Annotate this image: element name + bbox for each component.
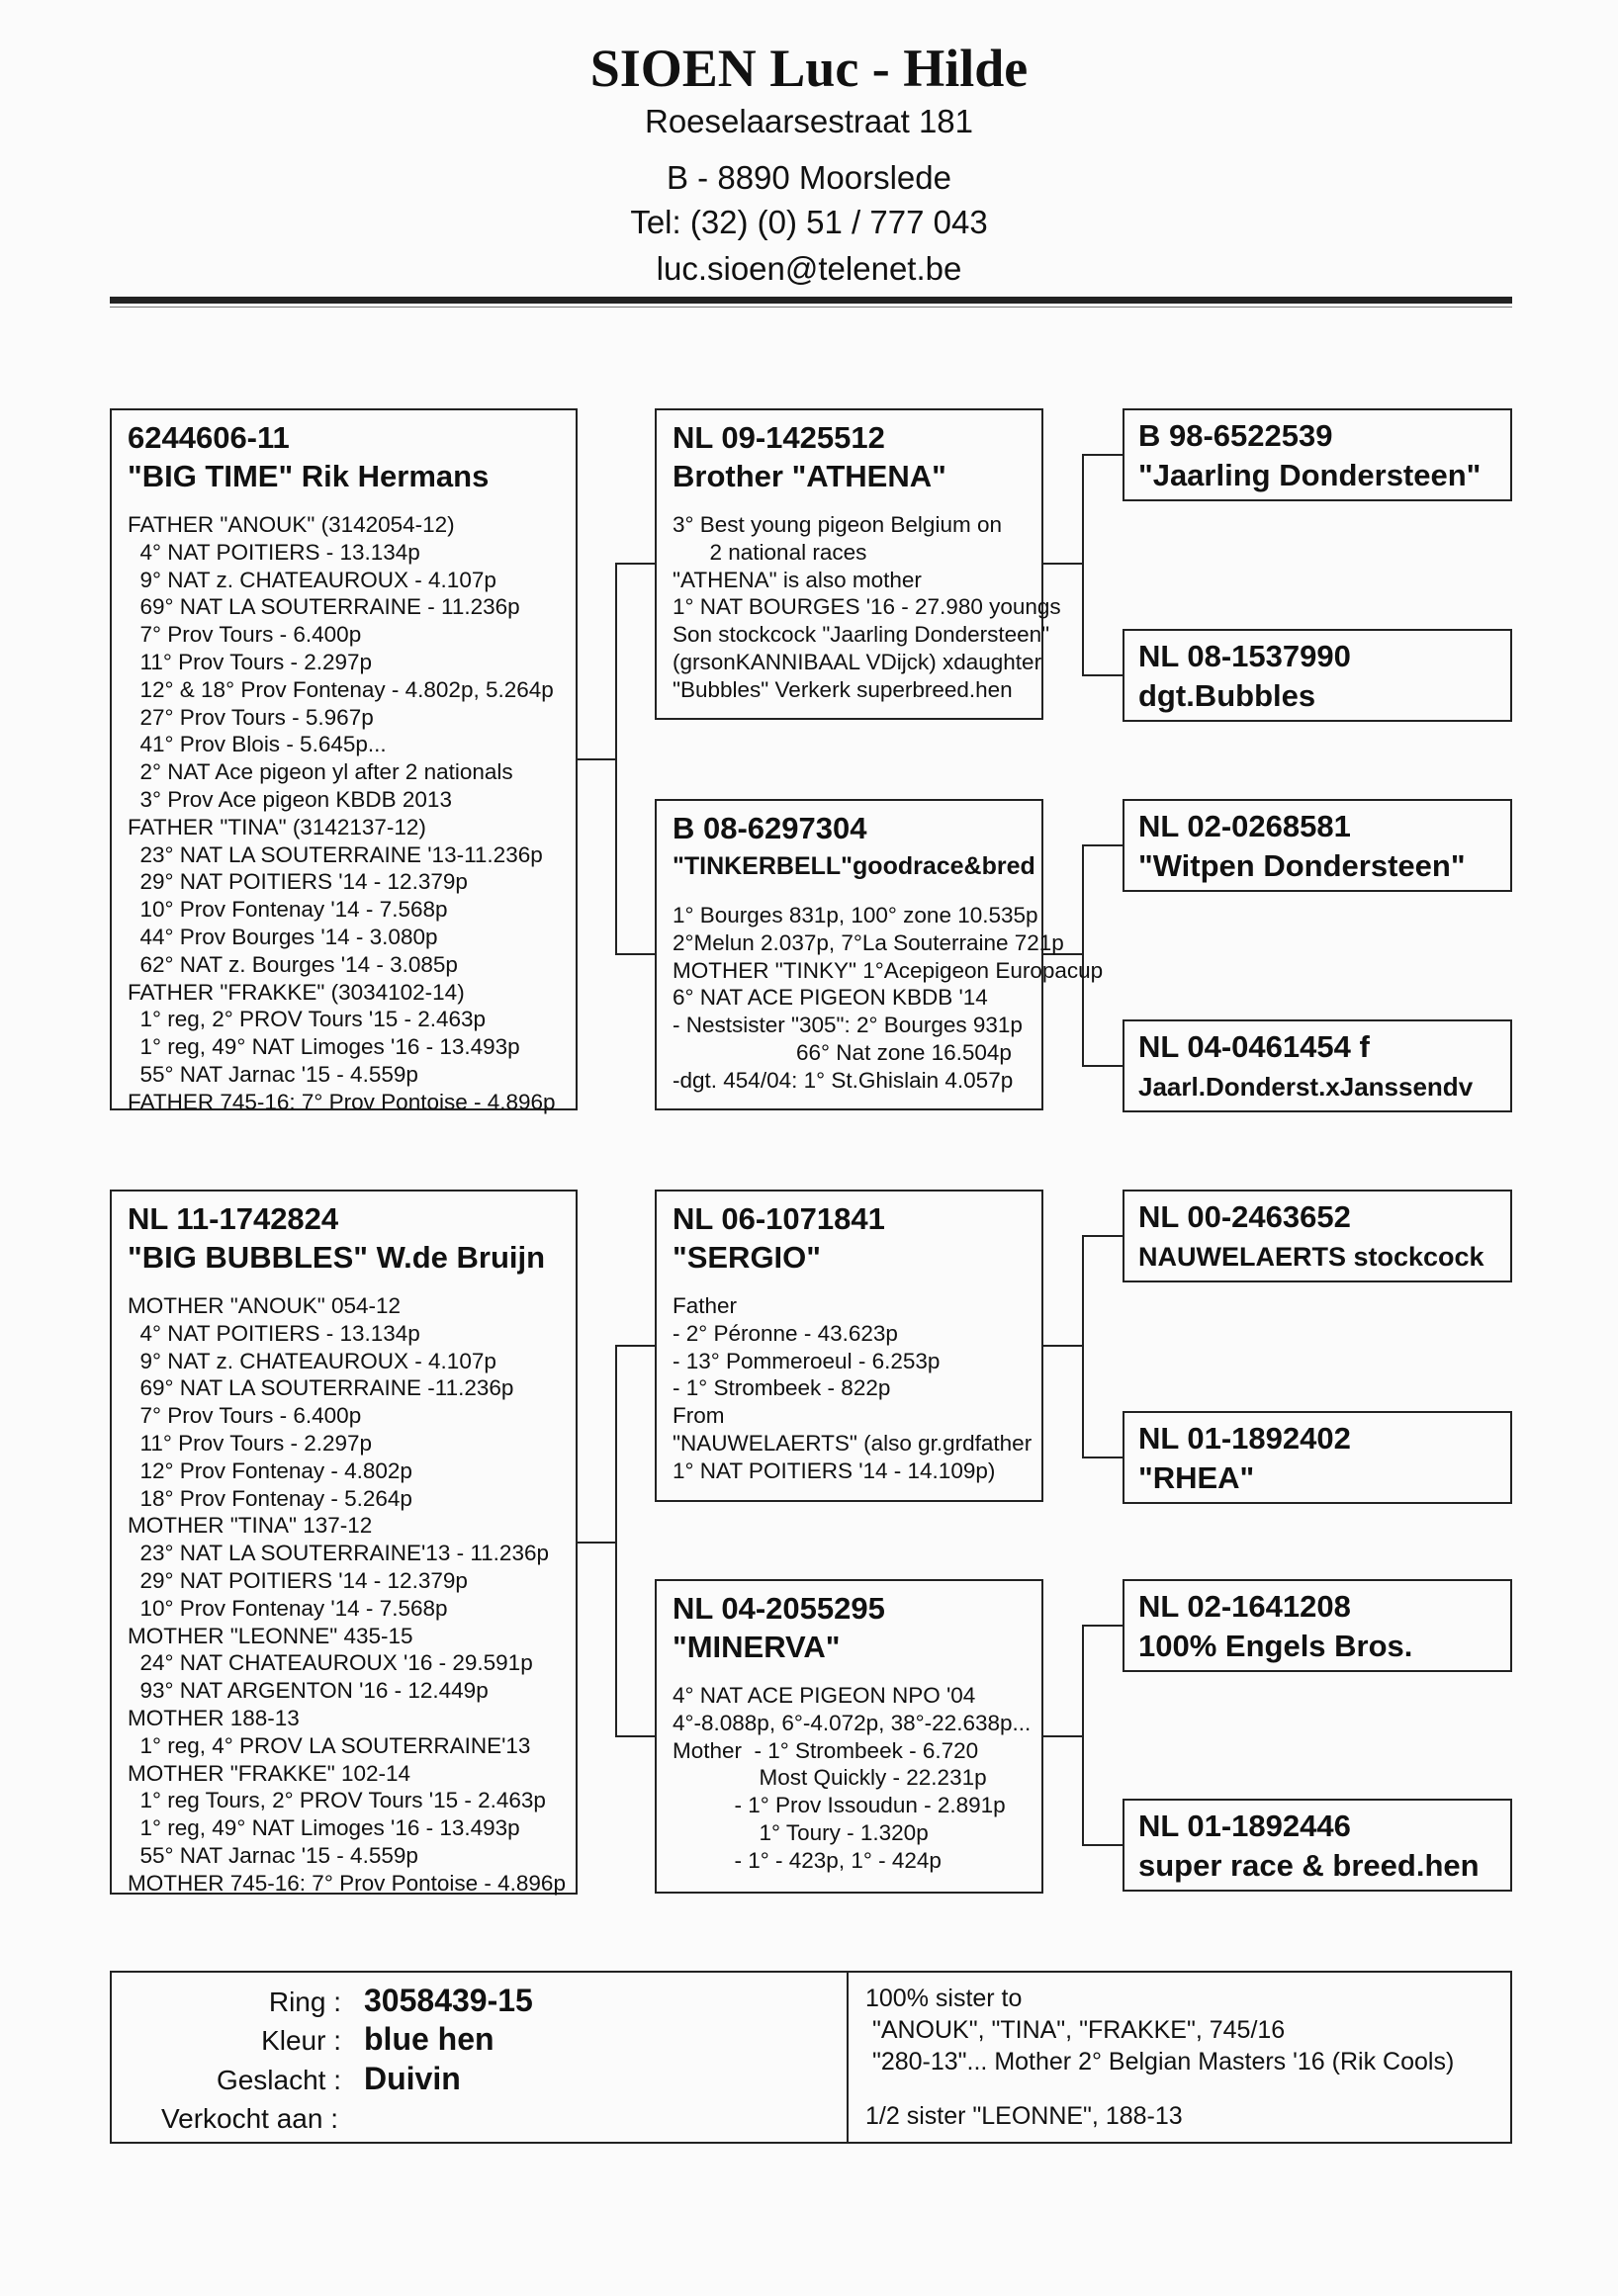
note-line: "ANOUK", "TINA", "FRAKKE", 745/16 (865, 2016, 1286, 2044)
result-line: 9° NAT z. CHATEAUROUX - 4.107p (128, 1348, 496, 1373)
ring-label: Ring : (268, 1987, 341, 2017)
connector-sire (578, 564, 655, 954)
result-line: 93° NAT ARGENTON '16 - 12.449p (128, 1678, 489, 1704)
result-line: - 1° Strombeek - 822p (673, 1375, 891, 1401)
breeder-street: Roeselaarsestraat 181 (644, 103, 974, 139)
ggp-name: Jaarl.Donderst.xJanssendv (1138, 1072, 1474, 1102)
result-line: - 13° Pommeroeul - 6.253p (673, 1348, 941, 1373)
result-line: 69° NAT LA SOUTERRAINE -11.236p (128, 1375, 514, 1401)
sire-sire-ring: NL 09-1425512 (673, 420, 885, 455)
result-line: MOTHER 188-13 (128, 1705, 300, 1730)
result-line: Father (673, 1293, 738, 1318)
result-line: 12° Prov Fontenay - 4.802p (128, 1457, 412, 1483)
result-line: 41° Prov Blois - 5.645p... (128, 732, 387, 757)
dam-dam-ring: NL 04-2055295 (673, 1591, 885, 1626)
ggp-box (1123, 1019, 1512, 1112)
result-line: "Bubbles" Verkerk superbreed.hen (673, 676, 1013, 702)
result-line: 62° NAT z. Bourges '14 - 3.085p (128, 951, 458, 977)
ggp-name: "Jaarling Dondersteen" (1138, 458, 1482, 492)
ggp-box (1123, 1579, 1512, 1672)
ggp-ring: NL 02-1641208 (1138, 1589, 1351, 1624)
result-line: - 2° Péronne - 43.623p (673, 1320, 898, 1346)
result-line: 1° Bourges 831p, 100° zone 10.535p (673, 903, 1038, 927)
sire-dam-name: "TINKERBELL"goodrace&bred (673, 852, 1035, 880)
dam-sire-notes (673, 1292, 1041, 1485)
connector-dam (578, 1346, 655, 1736)
sire-name: "BIG TIME" Rik Hermans (128, 459, 490, 493)
result-line: 1° reg Tours, 2° PROV Tours '15 - 2.463p (128, 1788, 546, 1813)
result-line: 55° NAT Jarnac '15 - 4.559p (128, 1061, 418, 1087)
result-line: 4° NAT POITIERS - 13.134p (128, 539, 420, 565)
result-line: 1° reg, 2° PROV Tours '15 - 2.463p (128, 1007, 487, 1032)
result-line: MOTHER "TINA" 137-12 (128, 1513, 373, 1539)
result-line: (grsonKANNIBAAL VDijck) xdaughter (673, 649, 1042, 674)
ggp-ring: NL 01-1892402 (1138, 1421, 1351, 1456)
sire-sire-box (655, 408, 1061, 720)
result-line: 1° Toury - 1.320p (673, 1819, 929, 1845)
result-line: 7° Prov Tours - 6.400p (128, 1403, 362, 1429)
sire-dam-ring: B 08-6297304 (673, 811, 867, 845)
result-line: Mother - 1° Strombeek - 6.720 (673, 1737, 979, 1763)
ring-value: 3058439-15 (364, 1983, 533, 2018)
result-line: 6° NAT ACE PIGEON KBDB '14 (673, 985, 988, 1011)
result-line: 23° NAT LA SOUTERRAINE '13-11.236p (128, 841, 543, 867)
result-line: MOTHER 745-16: 7° Prov Pontoise - 4.896p (128, 1870, 566, 1896)
result-line: 11° Prov Tours - 2.297p (128, 649, 373, 674)
result-line: - Nestsister "305": 2° Bourges 931p (673, 1013, 1023, 1038)
sire-sire-name: Brother "ATHENA" (673, 459, 946, 493)
result-line: 10° Prov Fontenay '14 - 7.568p (128, 1595, 448, 1621)
result-line: 29° NAT POITIERS '14 - 12.379p (128, 1567, 468, 1593)
result-line: 23° NAT LA SOUTERRAINE'13 - 11.236p (128, 1541, 549, 1566)
result-line: FATHER 745-16: 7° Prov Pontoise - 4.896p (128, 1089, 556, 1114)
sire-box (110, 408, 578, 1114)
dam-sire-box (655, 1190, 1043, 1502)
result-line: 10° Prov Fontenay '14 - 7.568p (128, 897, 448, 923)
result-line: 2° NAT Ace pigeon yl after 2 nationals (128, 759, 513, 785)
ggp-box (1123, 799, 1512, 892)
result-line: Most Quickly - 22.231p (673, 1765, 987, 1791)
result-line: FATHER "TINA" (3142137-12) (128, 814, 426, 839)
note-line: "280-13"... Mother 2° Belgian Masters '16 (Rik Cools) (865, 2048, 1455, 2075)
result-line: 1° reg, 49° NAT Limoges '16 - 13.493p (128, 1815, 520, 1841)
ggp-ring: NL 00-2463652 (1138, 1199, 1351, 1234)
ggp-ring: NL 02-0268581 (1138, 809, 1351, 843)
result-line: 7° Prov Tours - 6.400p (128, 622, 362, 648)
ggp-box (1123, 1799, 1512, 1892)
ggp-box (1123, 629, 1512, 722)
result-line: 24° NAT CHATEAUROUX '16 - 29.591p (128, 1650, 533, 1676)
ggp-ring: NL 08-1537990 (1138, 639, 1351, 673)
result-line: 4° NAT POITIERS - 13.134p (128, 1320, 420, 1346)
result-line: From (673, 1403, 725, 1429)
result-line: 1° reg, 49° NAT Limoges '16 - 13.493p (128, 1034, 520, 1060)
ggp-ring: B 98-6522539 (1138, 418, 1333, 453)
sex-label: Geslacht : (216, 2065, 341, 2095)
info-divider (847, 1973, 849, 2142)
result-line: -dgt. 454/04: 1° St.Ghislain 4.057p (673, 1067, 1014, 1093)
ggp-ring: NL 01-1892446 (1138, 1809, 1351, 1843)
connector-ds (1043, 1236, 1123, 1457)
bird-info-box (110, 1971, 1512, 2144)
result-line: "NAUWELAERTS" (also gr.grdfather (673, 1430, 1033, 1456)
result-line: 4° NAT ACE PIGEON NPO '04 (673, 1683, 976, 1708)
result-line: 1° NAT POITIERS '14 - 14.109p) (673, 1457, 996, 1483)
sire-ring: 6244606-11 (128, 420, 290, 455)
breeder-email[interactable]: luc.sioen@telenet.be (656, 250, 962, 287)
result-line: 69° NAT LA SOUTERRAINE - 11.236p (128, 594, 520, 620)
result-line: MOTHER "FRAKKE" 102-14 (128, 1760, 411, 1786)
ggp-box (1123, 408, 1512, 501)
result-line: MOTHER "TINKY" 1°Acepigeon Europacup (673, 957, 1104, 983)
result-line: - 1° - 423p, 1° - 424p (673, 1847, 942, 1873)
result-line: 55° NAT Jarnac '15 - 4.559p (128, 1842, 418, 1868)
dam-box (110, 1190, 578, 1895)
ggp-name: NAUWELAERTS stockcock (1138, 1242, 1484, 1272)
ggp-name: "Witpen Dondersteen" (1138, 848, 1466, 883)
result-line: MOTHER "LEONNE" 435-15 (128, 1623, 413, 1648)
result-line: 44° Prov Bourges '14 - 3.080p (128, 924, 438, 949)
dam-ring: NL 11-1742824 (128, 1201, 339, 1236)
result-line: 2 national races (673, 539, 867, 565)
color-label: Kleur : (261, 2025, 341, 2056)
result-line: 1° reg, 4° PROV LA SOUTERRAINE'13 (128, 1732, 531, 1758)
connector-dd (1043, 1626, 1123, 1845)
result-line: 1° NAT BOURGES '16 - 27.980 youngs (673, 594, 1061, 620)
sold-to-label: Verkocht aan : (161, 2103, 339, 2134)
sire-dam-box (655, 799, 1104, 1110)
result-line: 3° Best young pigeon Belgium on (673, 512, 1002, 537)
dam-dam-notes (673, 1682, 1041, 1875)
sex-value: Duivin (364, 2061, 461, 2096)
ggp-ring: NL 04-0461454 f (1138, 1029, 1370, 1064)
ggp-name: "RHEA" (1138, 1460, 1255, 1495)
dam-dam-box (655, 1579, 1043, 1894)
note-line: 1/2 sister "LEONNE", 188-13 (865, 2102, 1183, 2130)
ggp-name: super race & breed.hen (1138, 1848, 1480, 1883)
result-line: 66° Nat zone 16.504p (673, 1039, 1012, 1065)
sire-dam-notes (673, 902, 1104, 1095)
ggp-box (1123, 1190, 1512, 1282)
result-line: - 1° Prov Issoudun - 2.891p (673, 1793, 1006, 1818)
breeder-phone: Tel: (32) (0) 51 / 777 043 (630, 204, 988, 240)
dam-sire-ring: NL 06-1071841 (673, 1201, 885, 1236)
result-line: FATHER "FRAKKE" (3034102-14) (128, 979, 465, 1005)
note-line: 100% sister to (865, 1985, 1023, 2012)
dam-name: "BIG BUBBLES" W.de Bruijn (128, 1240, 546, 1275)
result-line: MOTHER "ANOUK" 054-12 (128, 1293, 402, 1318)
result-line: 3° Prov Ace pigeon KBDB 2013 (128, 786, 452, 812)
dam-dam-name: "MINERVA" (673, 1630, 841, 1664)
result-line: 2°Melun 2.037p, 7°La Souterraine 721p (673, 929, 1064, 955)
breeder-city: B - 8890 Moorslede (667, 159, 951, 196)
ggp-box (1123, 1411, 1512, 1504)
result-line: 11° Prov Tours - 2.297p (128, 1430, 373, 1456)
breeder-name: SIOEN Luc - Hilde (589, 39, 1029, 98)
sire-results (128, 511, 576, 1116)
dam-sire-name: "SERGIO" (673, 1240, 821, 1275)
connector-ss (1043, 455, 1123, 675)
dam-results (128, 1292, 576, 1898)
result-line: "ATHENA" is also mother (673, 567, 922, 592)
ggp-name: 100% Engels Bros. (1138, 1629, 1413, 1663)
result-line: 12° & 18° Prov Fontenay - 4.802p, 5.264p (128, 676, 554, 702)
sire-sire-notes (673, 511, 1061, 704)
ggp-name: dgt.Bubbles (1138, 678, 1316, 713)
result-line: 4°-8.088p, 6°-4.072p, 38°-22.638p... (673, 1710, 1032, 1735)
result-line: 27° Prov Tours - 5.967p (128, 704, 374, 730)
result-line: Son stockcock "Jaarling Dondersteen" (673, 622, 1050, 648)
connector-sd (1043, 845, 1123, 1066)
result-line: 18° Prov Fontenay - 5.264p (128, 1485, 412, 1511)
result-line: 29° NAT POITIERS '14 - 12.379p (128, 869, 468, 895)
result-line: 9° NAT z. CHATEAUROUX - 4.107p (128, 567, 496, 592)
color-value: blue hen (364, 2021, 494, 2057)
result-line: FATHER "ANOUK" (3142054-12) (128, 512, 455, 537)
